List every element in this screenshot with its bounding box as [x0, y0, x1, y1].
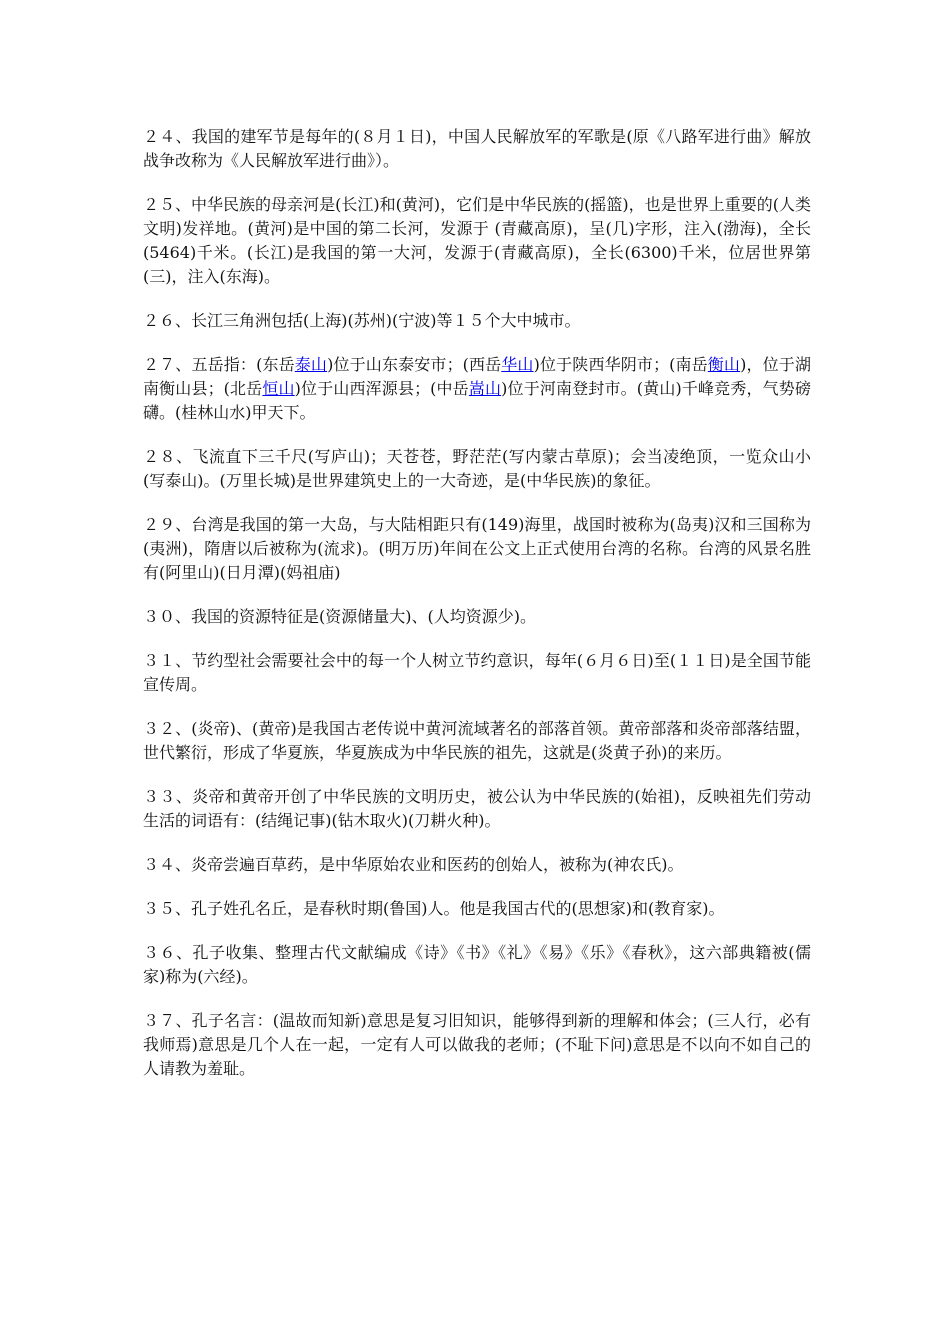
paragraph-text: )位于山西浑源县；(中岳: [294, 379, 469, 398]
paragraph: [143, 353, 811, 425]
paragraph: [143, 605, 811, 629]
paragraph: [143, 125, 811, 173]
paragraph-text: )，位于湖南衡山县；(北岳: [143, 355, 811, 398]
paragraph-text: )位于山东泰安市；(西岳: [327, 355, 502, 374]
paragraph: [143, 445, 811, 493]
paragraph-text: ３３、炎帝和黄帝开创了中华民族的文明历史，被公认为中华民族的(始祖)，反映祖先们劳动生活的词语有：(结绳记事)(钻木取火)(刀耕火种)。: [143, 787, 811, 830]
paragraph-text: ３５、孔子姓孔名丘，是春秋时期(鲁国)人。他是我国古代的(思想家)和(教育家)。: [143, 899, 725, 918]
paragraph-text: ３０、我国的资源特征是(资源储量大)、(人均资源少)。: [143, 607, 536, 626]
mountain-link[interactable]: 衡山: [707, 355, 741, 374]
paragraph-text: ３６、孔子收集、整理古代文献编成《诗》《书》《礼》《易》《乐》《春秋》，这六部典籍被(儒家)称为(六经)。: [143, 943, 811, 986]
paragraph: [143, 717, 811, 765]
paragraph: [143, 513, 811, 585]
paragraph: [143, 853, 811, 877]
paragraph-text: ３７、孔子名言：(温故而知新)意思是复习旧知识，能够得到新的理解和体会；(三人行，必有我师焉)意思是几个人在一起，一定有人可以做我的老师；(不耻下问)意思是不以向不如自己的人请教为羞耻。: [143, 1011, 811, 1078]
paragraph-text: ２８、飞流直下三千尺(写庐山)；天苍苍，野茫茫(写内蒙古草原)；会当凌绝顶，一览众山小(写泰山)。(万里长城)是世界建筑史上的一大奇迹，是(中华民族)的象征。: [143, 447, 811, 490]
paragraph: [143, 649, 811, 697]
paragraph-text: ２６、长江三角洲包括(上海)(苏州)(宁波)等１５个大中城市。: [143, 311, 581, 330]
paragraph: [143, 941, 811, 989]
mountain-link[interactable]: 泰山: [294, 355, 328, 374]
paragraph: [143, 309, 811, 333]
paragraph: [143, 785, 811, 833]
paragraph-text: )位于陕西华阴市；(南岳: [533, 355, 708, 374]
paragraph: [143, 897, 811, 921]
mountain-link[interactable]: 华山: [501, 355, 534, 374]
paragraph-text: ３１、节约型社会需要社会中的每一个人树立节约意识，每年(６月６日)至(１１日)是全国节能宣传周。: [143, 651, 811, 694]
paragraph-text: ２９、台湾是我国的第一大岛，与大陆相距只有(149)海里，战国时被称为(岛夷)汉和三国称为(夷洲)，隋唐以后被称为(流求)。(明万历)年间在公文上正式使用台湾的名称。台湾的风景名胜有(阿里山)(日月潭)(妈祖庙): [143, 515, 811, 582]
paragraph-text: ３２、(炎帝)、(黄帝)是我国古老传说中黄河流域著名的部落首领。黄帝部落和炎帝部落结盟，世代繁衍，形成了华夏族，华夏族成为中华民族的祖先，这就是(炎黄子孙)的来历。: [143, 719, 811, 762]
paragraph-text: ２４、我国的建军节是每年的(８月１日)，中国人民解放军的军歌是(原《八路军进行曲》解放战争改称为《人民解放军进行曲》）。: [143, 127, 811, 170]
mountain-link[interactable]: 嵩山: [468, 379, 502, 398]
paragraph: [143, 1009, 811, 1081]
paragraph-text: ２７、五岳指：(东岳: [143, 355, 295, 374]
paragraph: [143, 193, 811, 289]
paragraph-text: ３４、炎帝尝遍百草药，是中华原始农业和医药的创始人，被称为(神农氏)。: [143, 855, 684, 874]
paragraph-text: ２５、中华民族的母亲河是(长江)和(黄河)，它们是中华民族的(摇篮)，也是世界上重要的(人类文明)发祥地。(黄河)是中国的第二长河，发源于 (青藏高原)，呈(几)字形，注入(渤海)，全长(5464)千米。(长江)是我国的第一大河，发源于(青藏高原)，全长(6300)千米，位居世界第 (三)，注入(东海)。: [143, 195, 811, 286]
mountain-link[interactable]: 恒山: [262, 379, 295, 398]
paragraph-text: )位于河南登封市。(黄山)千峰竞秀，气势磅礴。(桂林山水)甲天下。: [143, 379, 811, 422]
document-page: [143, 125, 811, 1101]
